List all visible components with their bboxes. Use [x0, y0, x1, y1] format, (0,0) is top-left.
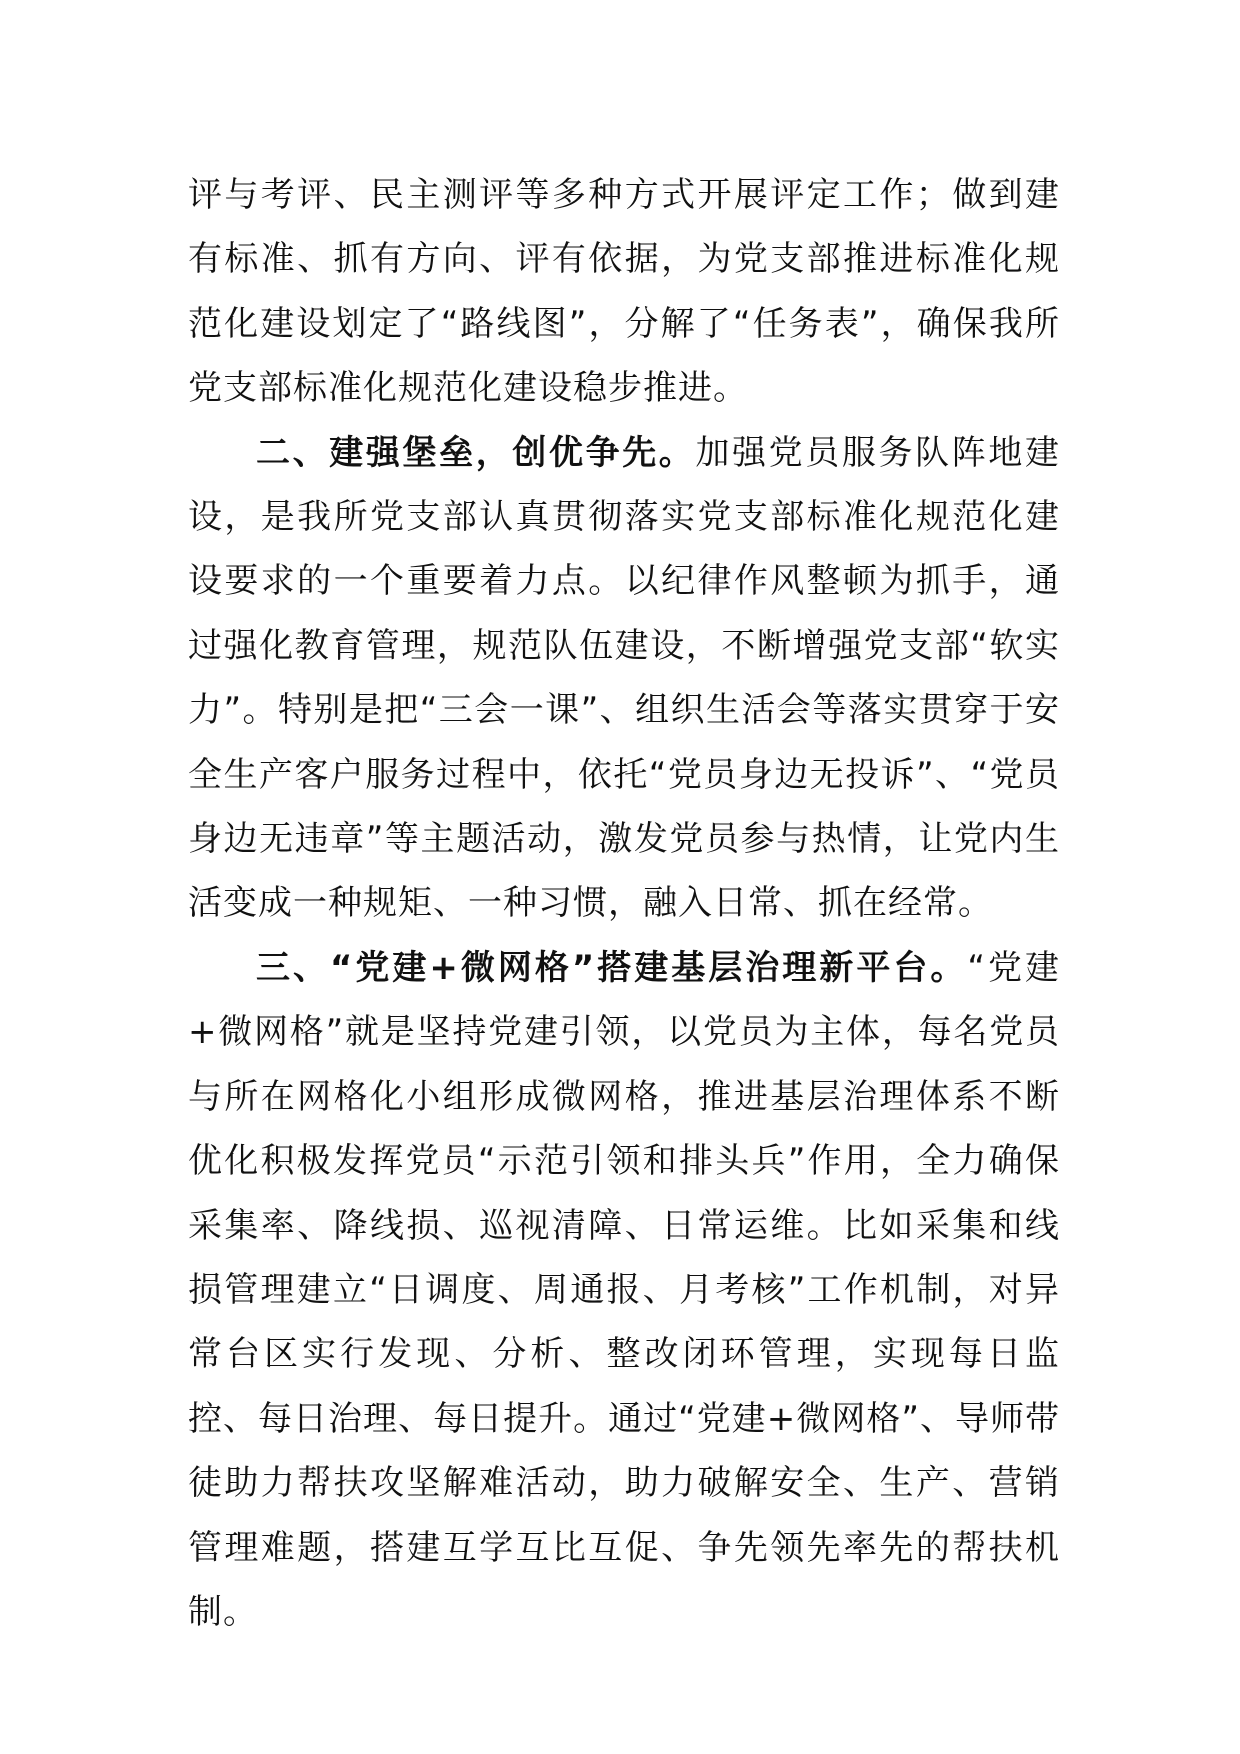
section-heading: 三、“党建+微网格”搭建基层治理新平台。	[256, 947, 968, 988]
paragraph-continuation	[188, 163, 1060, 421]
document-body	[188, 163, 1060, 1644]
paragraph-body: 加强党员服务队阵地建设，是我所党支部认真贯彻落实党支部标准化规范化建设要求的一个重要着力点。以纪律作风整顿为抓手，通过强化教育管理，规范队伍建设，不断增强党支部“软实力”。特别是把“三会一课”、组织生活会等落实贯穿于安全生产客户服务过程中，依托“党员身边无投诉”、“党员身边无违章”等主题活动，激发党员参与热情，让党内生活变成一种规矩、一种习惯，融入日常、抓在经常。	[188, 432, 1061, 924]
paragraph-body: “党建+微网格”就是坚持党建引领，以党员为主体，每名党员与所在网格化小组形成微网格，推进基层治理体系不断优化积极发挥党员“示范引领和排头兵”作用，全力确保采集率、降线损、巡视清障、日常运维。比如采集和线损管理建立“日调度、周通报、月考核”工作机制，对异常台区实行发现、分析、整改闭环管理，实现每日监控、每日治理、每日提升。通过“党建+微网格”、导师带徒助力帮扶攻坚解难活动，助力破解安全、生产、营销管理难题，搭建互学互比互促、争先领先率先的帮扶机制。	[188, 947, 1060, 1632]
paragraph-section-two	[188, 421, 1060, 936]
section-heading: 二、建强堡垒，创优争先。	[256, 432, 696, 473]
paragraph-body: 评与考评、民主测评等多种方式开展评定工作；做到建有标准、抓有方向、评有依据，为党支部推进标准化规范化建设划定了“路线图”，分解了“任务表”，确保我所党支部标准化规范化建设稳步推进。	[188, 175, 1060, 409]
paragraph-section-three	[188, 936, 1060, 1644]
